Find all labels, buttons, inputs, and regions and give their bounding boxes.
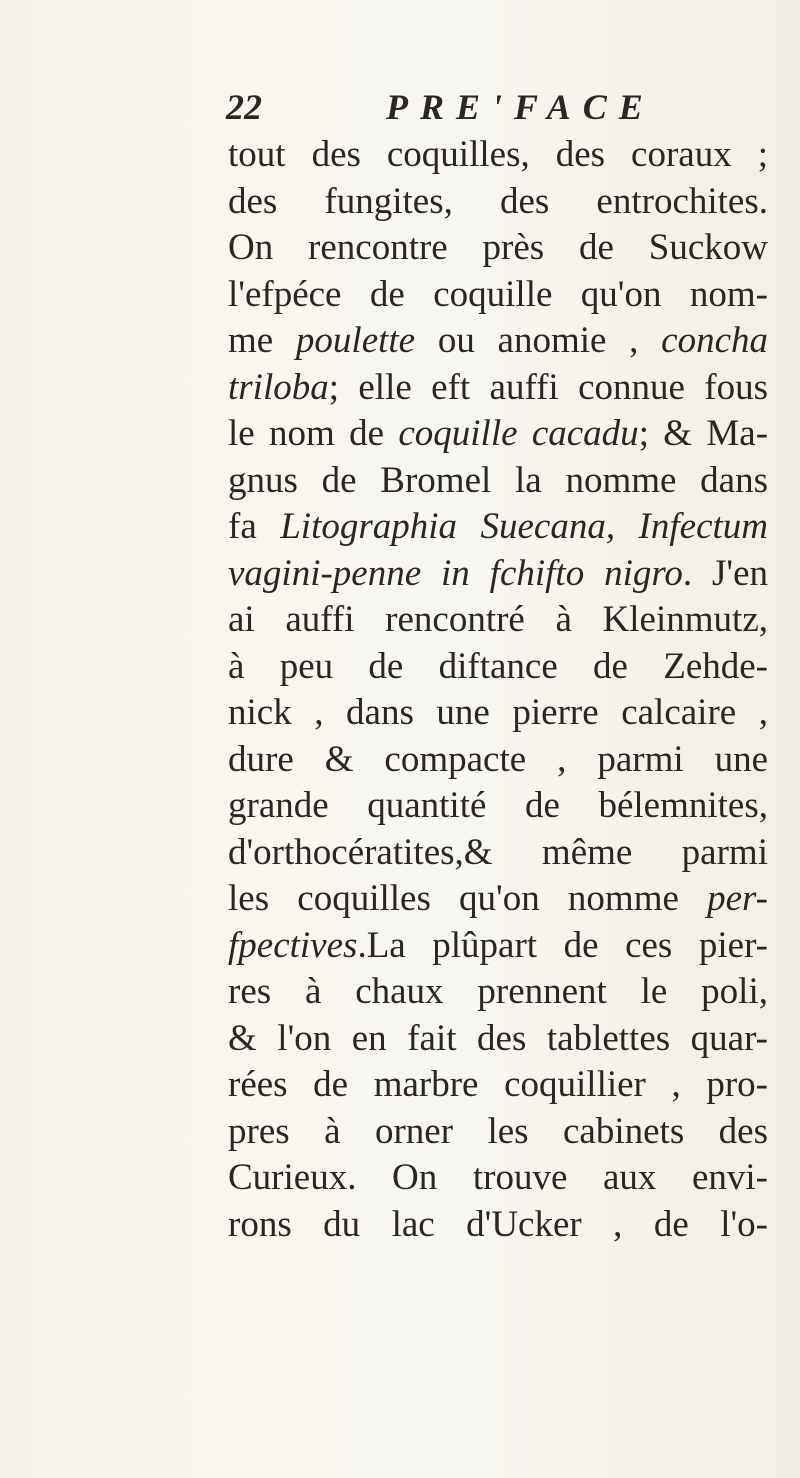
text-line [228,737,768,784]
text-segment: gnus de Bromel la nomme dans [228,459,768,501]
text-segment: rons du lac d'Ucker , de l'o- [228,1203,768,1245]
text-segment: res à chaux prennent le poli, [228,971,768,1012]
text-segment: me [228,320,296,361]
body-text [228,132,768,1248]
italic-text-segment: triloba [228,366,329,408]
text-line [228,690,768,737]
text-line [228,272,768,319]
text-line [228,132,768,179]
text-line [228,1202,768,1249]
italic-text-segment: poulette [295,320,416,361]
text-segment: des fungites, des entrochites. [228,180,768,222]
text-line [228,551,768,598]
italic-text-segment: vagini-penne in fchifto nigro [228,552,683,594]
text-segment: pres à orner les cabinets des [228,1110,768,1152]
italic-text-segment: per- [707,878,768,919]
text-line [228,1016,768,1063]
text-segment: dure & compacte , parmi une [228,738,768,780]
text-segment: à peu de diftance de Zehde- [228,645,768,687]
text-segment: d'orthocératites,& même parmi [228,831,768,873]
text-segment: Curieux. On trouve aux envi- [228,1157,768,1198]
text-segment: l'efpéce de coquille qu'on nom- [228,273,768,315]
text-line [228,923,768,970]
italic-text-segment: concha [661,320,768,361]
text-line [228,225,768,272]
text-segment: ; elle eft auffi connue fous [328,366,768,408]
text-line [228,830,768,877]
text-segment: fa [228,506,281,547]
text-segment: .La plûpart de ces pier- [357,924,768,966]
text-segment: les coquilles qu'on nomme [228,878,708,919]
text-line [228,876,768,923]
text-line [228,969,768,1016]
page-number: 22 [226,87,262,127]
running-title: PRE'FACE [386,87,655,127]
italic-text-segment: fpectives [228,924,358,966]
italic-text-segment: Litographia Suecana, Infectum [280,506,768,547]
text-segment: rées de marbre coquillier , pro- [228,1064,768,1105]
text-segment: On rencontre près de Suckow [228,227,768,268]
text-line [228,179,768,226]
text-line [228,597,768,644]
text-line [228,458,768,505]
text-line [228,504,768,551]
text-segment: nick , dans une pierre calcaire , [228,692,768,733]
text-line [228,644,768,691]
italic-text-segment: coquille cacadu [398,413,639,454]
text-segment: . J'en [682,552,768,594]
text-line [228,1109,768,1156]
page-header [226,86,746,132]
text-line [228,318,768,365]
text-segment: ou anomie , [415,320,662,361]
text-line [228,783,768,830]
text-line [228,365,768,412]
text-line [228,1155,768,1202]
text-line [228,411,768,458]
text-line [228,1062,768,1109]
text-segment: ; & Ma- [638,413,768,454]
text-segment: grande quantité de bélemnites, [228,785,768,826]
text-segment: tout des coquilles, des coraux ; [228,134,768,175]
text-segment: & l'on en fait des tablettes quar- [228,1017,768,1059]
text-segment: ai auffi rencontré à Kleinmutz, [228,599,768,640]
text-segment: le nom de [228,413,399,454]
